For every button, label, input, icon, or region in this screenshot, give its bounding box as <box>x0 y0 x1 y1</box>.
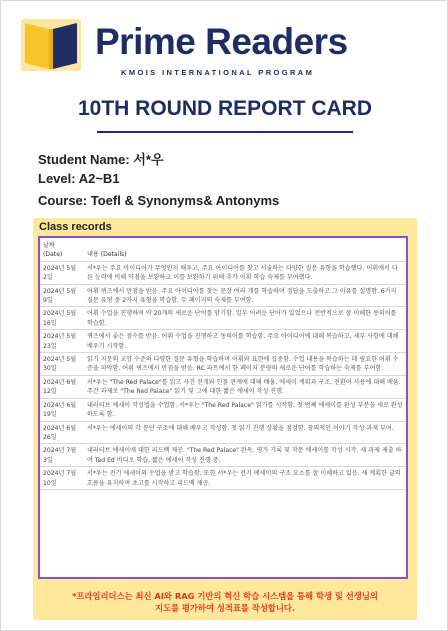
records-body <box>40 261 406 489</box>
table-row <box>40 444 406 467</box>
record-details: 서*우는 전기 에세이의 수업을 받고 학습함. 또한 서*우는 전기 에세이의 구조 요소를 잘 이해하고 있음. 새 계획한 글의 흐름을 유지하며 초고를 시작하고 피드백 제공. <box>84 467 406 490</box>
book-logo-icon <box>19 15 83 73</box>
record-date: 2024년 6월 26일 <box>40 421 84 444</box>
table-row <box>40 307 406 330</box>
student-name-value: 서*우 <box>133 152 164 167</box>
level-value: A2~B1 <box>78 171 120 186</box>
course-value: Toefl & Synonyms& Antonyms <box>90 193 280 208</box>
record-details: 어휘 수업을 진행하며 약 20개의 새로운 단어를 암기함. 일부 어려운 단어가 있었으나 전반적으로 잘 이해한 동의어를 학습함. <box>84 307 406 330</box>
record-date: 2024년 5월 23일 <box>40 330 84 353</box>
record-details: 서*우는 주요 아이디어가 무엇인지 배우고, 주요 아이디어를 찾고 서술하는 다양한 질문 유형을 학습했다. 어휘에서 다른 능력에 비해 약점을 보완하고 이를 보완하기 위해 추가 어휘 학습 숙제를 부여했다. <box>84 261 406 284</box>
course-label: Course: <box>38 193 88 208</box>
record-details: 읽기 지문의 교양 수준의 다양한 질문 유형을 학습하며 어휘와 표현에 집중함. 수업 내용을 복습하는 데 필요한 어휘 수준을 파악함. 어휘 퀴즈에서 만점을 받음. RC 파트에서 한 페이지 분량의 새로운 단어를 학습하는 숙제를 부여함. <box>84 353 406 376</box>
record-details: 서*우는 "The Red Palace"를 읽고 사건 전개와 인물 관계에 대해 배움. 에세이 계획과 구조, 전환어 사용에 대해 배움. 주간 과제로 "The Red Palace" 읽기 및 그에 대한 짧은 에세이 작성 진행. <box>84 375 406 398</box>
table-row <box>40 398 406 421</box>
table-row <box>40 353 406 376</box>
record-details: 내러티브 에세이에 대한 피드백 제공. "The Red Palace" 완독. 평가 기록 및 작문 에세이를 작성 시작. 새 과제 제출 하여 Ted Ed 비디오 학습, 짧은 에세이 작성 진행 중. <box>84 444 406 467</box>
record-details: 서*우는 에세이의 각 문단 구조에 대해 배우고 작성함. 첫 읽기 진행 상황을 점검함. 창의적인 이야기 작성 과제 부여. <box>84 421 406 444</box>
record-date: 2024년 5월 30일 <box>40 353 84 376</box>
table-row <box>40 421 406 444</box>
records-table-frame <box>38 236 408 579</box>
record-details: 내러티브 에세이 작성법을 수업함. 서*우는 "The Red Palace" 읽기를 시작함. 첫 번째 에세이를 완성 부분을 새로 완성하도록 함. <box>84 398 406 421</box>
table-header-row <box>40 238 406 261</box>
record-date: 2024년 6월 12일 <box>40 375 84 398</box>
table-row <box>40 261 406 284</box>
details-header: 내용 (Details) <box>84 238 406 261</box>
record-date: 2024년 7월 3일 <box>40 444 84 467</box>
footer-note-line1: *프라임리더스는 최신 AI와 RAG 기반의 혁신 학습 시스템을 통해 학생 및 선생님의 <box>72 591 378 601</box>
class-records-box <box>33 218 417 620</box>
student-name-label: Student Name: <box>38 152 130 167</box>
level-line <box>38 171 120 186</box>
title-underline <box>97 131 353 133</box>
brand-name: Prime Readers <box>95 21 348 62</box>
header <box>1 1 448 89</box>
record-details: 퀴즈에서 좋은 점수를 받음. 어휘 수업을 진행하고 동의어를 학습함. 주요 아이디어에 대해 복습하고, 세부 사항에 대해 배우기 시작함. <box>84 330 406 353</box>
date-header: 날짜 (Date) <box>40 238 84 261</box>
record-details: 어휘 퀴즈에서 만점을 받음. 주요 아이디어를 찾는 문장 여러 개를 학습하며 정답을 도출하고 그 이유를 설명함. 6가지 질문 유형 중 2가지 유형을 학습함. 두 페이지의 숙제를 부여함. <box>84 284 406 307</box>
footer-note <box>33 590 417 614</box>
record-date: 2024년 5월 2일 <box>40 261 84 284</box>
record-date: 2024년 6월 19일 <box>40 398 84 421</box>
records-table <box>40 238 406 490</box>
record-date: 2024년 7월 10일 <box>40 467 84 490</box>
brand-subtitle: KMOIS INTERNATIONAL PROGRAM <box>121 68 315 77</box>
record-date: 2024년 5월 16일 <box>40 307 84 330</box>
table-row <box>40 330 406 353</box>
course-line <box>38 193 279 208</box>
student-name-line <box>38 149 164 168</box>
table-row <box>40 467 406 490</box>
table-row <box>40 375 406 398</box>
table-row <box>40 284 406 307</box>
record-date: 2024년 5월 9일 <box>40 284 84 307</box>
class-records-title: Class records <box>39 221 112 233</box>
report-title: 10TH ROUND REPORT CARD <box>77 97 373 120</box>
level-label: Level: <box>38 171 76 186</box>
footer-note-line2: 지도를 평가하여 성적표를 작성합니다. <box>154 603 296 613</box>
